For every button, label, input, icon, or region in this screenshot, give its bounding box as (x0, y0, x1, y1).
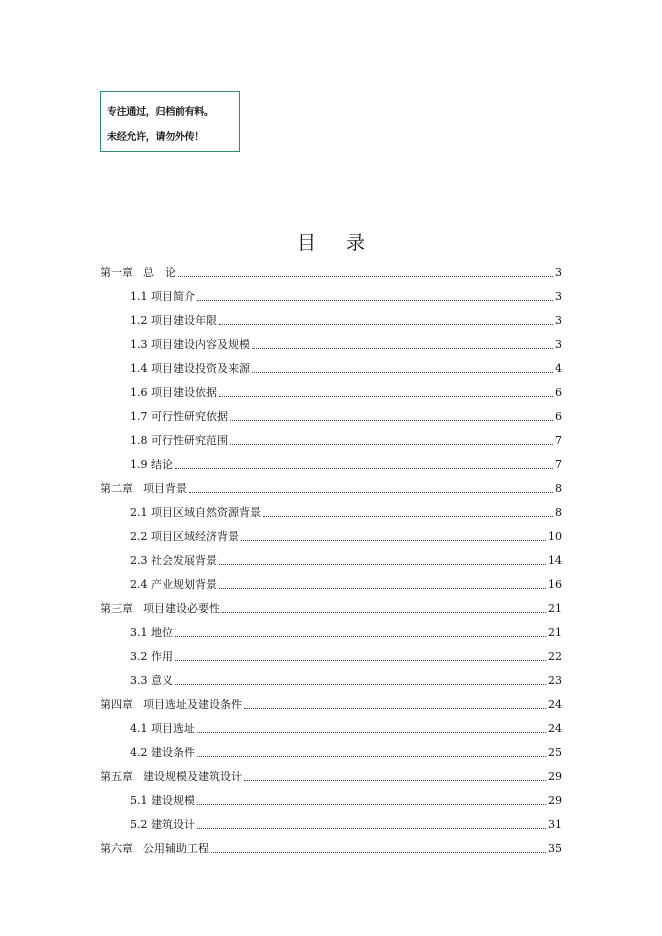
notice-line-1: 专注通过，归档前有料。 (107, 107, 214, 118)
toc-section-entry[interactable] (130, 432, 562, 448)
toc-section-entry[interactable] (130, 576, 562, 592)
toc-entry-title: 4.2 建设条件 (130, 746, 195, 759)
toc-chapter-title: 总 论 (143, 266, 176, 279)
toc-page-number: 24 (548, 722, 562, 735)
toc-entry-title: 1.4 项目建设投资及来源 (130, 362, 250, 375)
toc-entry-title: 1.2 项目建设年限 (130, 314, 217, 327)
toc-chapter-entry[interactable] (100, 768, 562, 784)
toc-section-entry[interactable] (130, 336, 562, 352)
toc-entry-title: 3.3 意义 (130, 674, 173, 687)
toc-dot-leader (219, 323, 553, 325)
toc-dot-leader (219, 395, 553, 397)
toc-dot-leader (175, 659, 546, 661)
toc-chapter-entry[interactable] (100, 840, 562, 856)
toc-entry-title: 4.1 项目选址 (130, 722, 195, 735)
toc-section-entry[interactable] (130, 816, 562, 832)
toc-page-number: 25 (548, 746, 562, 759)
toc-dot-leader (197, 755, 546, 757)
toc-page-number: 35 (548, 842, 562, 855)
toc-dot-leader (211, 851, 546, 853)
toc-chapter-number: 第五章 (100, 770, 133, 783)
toc-dot-leader (197, 827, 546, 829)
toc-entry-title: 2.1 项目区域自然资源背景 (130, 506, 261, 519)
toc-section-entry[interactable] (130, 504, 562, 520)
toc-entry-title (100, 842, 210, 856)
toc-entry-title (100, 698, 243, 712)
toc-dot-leader (189, 491, 553, 493)
toc-entry-title (100, 266, 177, 280)
toc-entry-title (100, 482, 188, 496)
toc-section-entry[interactable] (130, 792, 562, 808)
toc-chapter-title: 公用辅助工程 (143, 842, 209, 855)
toc-section-entry[interactable] (130, 312, 562, 328)
toc-dot-leader (230, 443, 553, 445)
toc-chapter-entry[interactable] (100, 480, 562, 496)
toc-section-entry[interactable] (130, 624, 562, 640)
toc-section-entry[interactable] (130, 552, 562, 568)
toc-dot-leader (222, 611, 546, 613)
toc-dot-leader (178, 275, 553, 277)
confidential-notice-box (100, 91, 240, 152)
toc-page-number: 7 (555, 458, 562, 471)
toc-chapter-title: 项目建设必要性 (143, 602, 220, 615)
toc-entry-title: 3.2 作用 (130, 650, 173, 663)
toc-section-entry[interactable] (130, 288, 562, 304)
toc-chapter-title: 项目背景 (143, 482, 187, 495)
toc-entry-title: 3.1 地位 (130, 626, 173, 639)
toc-page-number: 10 (548, 530, 562, 543)
toc-dot-leader (230, 419, 553, 421)
toc-page-number: 4 (555, 362, 562, 375)
toc-chapter-entry[interactable] (100, 696, 562, 712)
toc-chapter-title: 项目选址及建设条件 (143, 698, 242, 711)
toc-entry-title: 1.8 可行性研究范围 (130, 434, 228, 447)
toc-dot-leader (219, 563, 546, 565)
toc-page-number: 31 (548, 818, 562, 831)
toc-entry-title (100, 770, 243, 784)
toc-entry-title: 2.2 项目区域经济背景 (130, 530, 239, 543)
toc-entry-title (100, 602, 221, 616)
toc-entry-title: 1.9 结论 (130, 458, 173, 471)
toc-entry-title: 1.3 项目建设内容及规模 (130, 338, 250, 351)
toc-dot-leader (197, 803, 546, 805)
toc-chapter-title: 建设规模及建筑设计 (143, 770, 242, 783)
toc-dot-leader (197, 731, 546, 733)
toc-page-number: 8 (555, 506, 562, 519)
toc-entry-title: 5.2 建筑设计 (130, 818, 195, 831)
toc-chapter-entry[interactable] (100, 600, 562, 616)
toc-dot-leader (252, 347, 553, 349)
toc-chapter-number: 第六章 (100, 842, 133, 855)
toc-page-number: 7 (555, 434, 562, 447)
toc-dot-leader (244, 779, 546, 781)
toc-chapter-number: 第三章 (100, 602, 133, 615)
toc-title: 目录 (296, 232, 395, 254)
toc-dot-leader (197, 299, 553, 301)
toc-page-number: 14 (548, 554, 562, 567)
toc-section-entry[interactable] (130, 456, 562, 472)
toc-chapter-number: 第四章 (100, 698, 133, 711)
toc-page-number: 3 (555, 290, 562, 303)
toc-dot-leader (175, 467, 553, 469)
toc-page-number: 3 (555, 266, 562, 279)
toc-section-entry[interactable] (130, 360, 562, 376)
toc-dot-leader (252, 371, 553, 373)
toc-section-entry[interactable] (130, 528, 562, 544)
toc-section-entry[interactable] (130, 408, 562, 424)
toc-page-number: 6 (555, 386, 562, 399)
toc-page-number: 22 (548, 650, 562, 663)
toc-dot-leader (219, 587, 546, 589)
toc-page-number: 29 (548, 794, 562, 807)
toc-dot-leader (263, 515, 553, 517)
toc-section-entry[interactable] (130, 672, 562, 688)
toc-dot-leader (175, 635, 546, 637)
toc-entry-title: 1.1 项目简介 (130, 290, 195, 303)
toc-section-entry[interactable] (130, 744, 562, 760)
toc-entry-title: 1.7 可行性研究依据 (130, 410, 228, 423)
toc-section-entry[interactable] (130, 720, 562, 736)
toc-section-entry[interactable] (130, 384, 562, 400)
toc-page-number: 3 (555, 314, 562, 327)
toc-entry-title: 1.6 项目建设依据 (130, 386, 217, 399)
toc-chapter-entry[interactable] (100, 264, 562, 280)
toc-dot-leader (244, 707, 546, 709)
toc-chapter-number: 第一章 (100, 266, 133, 279)
toc-entry-title: 5.1 建设规模 (130, 794, 195, 807)
toc-page-number: 24 (548, 698, 562, 711)
toc-page-number: 8 (555, 482, 562, 495)
toc-page-number: 23 (548, 674, 562, 687)
toc-section-entry[interactable] (130, 648, 562, 664)
toc-dot-leader (175, 683, 546, 685)
toc-dot-leader (241, 539, 546, 541)
toc-page-number: 6 (555, 410, 562, 423)
toc-page-number: 16 (548, 578, 562, 591)
toc-page-number: 3 (555, 338, 562, 351)
toc-entry-title: 2.4 产业规划背景 (130, 578, 217, 591)
toc-chapter-number: 第二章 (100, 482, 133, 495)
toc-page-number: 21 (548, 602, 562, 615)
toc-page-number: 29 (548, 770, 562, 783)
toc-entry-title: 2.3 社会发展背景 (130, 554, 217, 567)
toc-page-number: 21 (548, 626, 562, 639)
notice-line-2: 未经允许，请勿外传！ (107, 132, 204, 143)
